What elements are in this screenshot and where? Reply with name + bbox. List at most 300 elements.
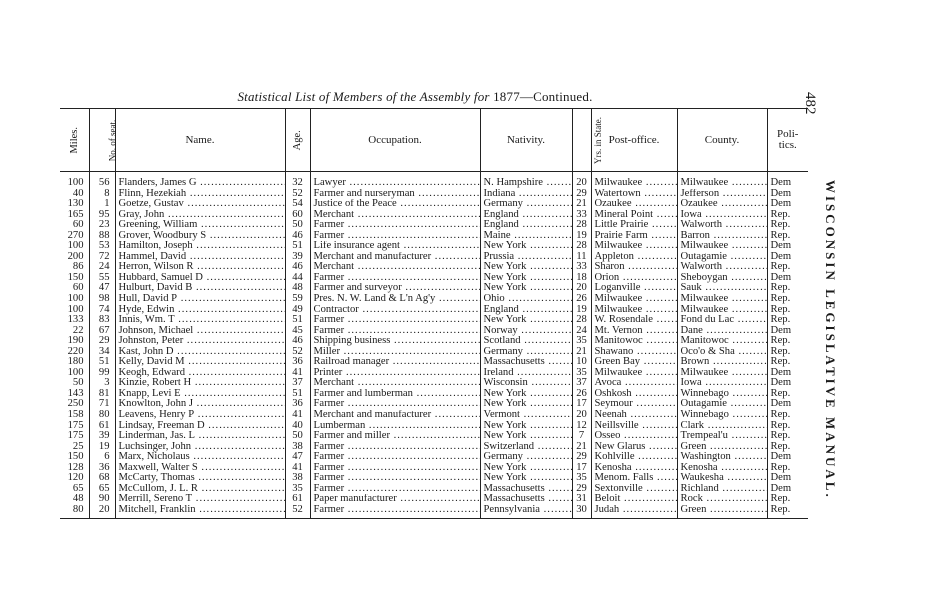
cell-name: Kast, John D ..... <box>115 347 285 358</box>
cell-yrs: 20 <box>572 410 591 421</box>
table-row <box>60 484 808 495</box>
cell-nativity: Indiana ..... <box>480 189 572 200</box>
table-row <box>60 189 808 200</box>
cell-politics: Dem <box>767 189 808 200</box>
cell-postoffice: Milwaukee ..... <box>591 294 677 305</box>
header-seat: No. of seat. <box>89 109 115 172</box>
table-row <box>60 241 808 252</box>
cell-name: Johnson, Michael ..... <box>115 326 285 337</box>
cell-nativity: New York ..... <box>480 473 572 484</box>
cell-miles: 270 <box>67 230 84 241</box>
cell-seat: 68 <box>89 473 115 484</box>
cell-county: Rock ..... <box>677 494 767 505</box>
cell-age: 37 <box>285 378 310 389</box>
cell-miles: 175 <box>67 431 84 442</box>
members-table <box>60 109 808 519</box>
cell-politics: Rep. <box>767 294 808 305</box>
cell-miles: 250 <box>67 399 84 410</box>
cell-politics: Rep. <box>767 210 808 221</box>
cell-county: Clark ..... <box>677 421 767 432</box>
cell-occupation: Farmer ..... <box>310 326 480 337</box>
cell-occupation: Farmer ..... <box>310 315 480 326</box>
cell-age: 44 <box>285 273 310 284</box>
table-row <box>60 262 808 273</box>
cell-miles: 128 <box>67 462 84 473</box>
cell-nativity: Ireland ..... <box>480 368 572 379</box>
cell-county: Waukesha ..... <box>677 473 767 484</box>
cell-name: McCullom, J. L. R ..... <box>115 484 285 495</box>
cell-county: Dane ..... <box>677 326 767 337</box>
cell-miles: 200 <box>67 251 84 262</box>
cell-seat: 47 <box>89 283 115 294</box>
cell-county: Richland ..... <box>677 484 767 495</box>
cell-age: 36 <box>285 357 310 368</box>
cell-nativity: Massachusetts ..... <box>480 484 572 495</box>
cell-yrs: 19 <box>572 305 591 316</box>
table-row <box>60 326 808 337</box>
cell-yrs: 17 <box>572 399 591 410</box>
cell-politics: Rep. <box>767 505 808 518</box>
cell-postoffice: Menom. Falls ..... <box>591 473 677 484</box>
table-row <box>60 410 808 421</box>
cell-miles: 22 <box>72 325 84 336</box>
cell-occupation: Farmer and surveyor ..... <box>310 283 480 294</box>
cell-politics: Dem <box>767 399 808 410</box>
header-nativity: Nativity. <box>480 109 572 172</box>
cell-yrs: 20 <box>572 172 591 189</box>
cell-name: Innis, Wm. T ..... <box>115 315 285 326</box>
cell-miles: 190 <box>67 336 84 347</box>
cell-nativity: England ..... <box>480 220 572 231</box>
cell-age: 45 <box>285 326 310 337</box>
cell-nativity: Massachusetts ..... <box>480 494 572 505</box>
cell-seat: 88 <box>89 231 115 242</box>
cell-name: Gray, John ..... <box>115 210 285 221</box>
cell-politics: Dem <box>767 241 808 252</box>
cell-occupation: Farmer and miller ..... <box>310 431 480 442</box>
cell-age: 32 <box>285 172 310 189</box>
cell-name: Hamilton, Joseph ..... <box>115 241 285 252</box>
running-side-heading: WISCONSIN LEGISLATIVE MANUAL. <box>823 180 838 500</box>
cell-miles: 60 <box>72 220 84 231</box>
cell-name: Herron, Wilson R ..... <box>115 262 285 273</box>
cell-seat: 71 <box>89 399 115 410</box>
cell-seat: 20 <box>89 505 115 518</box>
cell-postoffice: Osseo ..... <box>591 431 677 442</box>
cell-seat: 23 <box>89 220 115 231</box>
cell-county: Outagamie ..... <box>677 399 767 410</box>
cell-politics: Rep. <box>767 262 808 273</box>
cell-occupation: Paper manufacturer ..... <box>310 494 480 505</box>
cell-seat: 90 <box>89 494 115 505</box>
cell-postoffice: Milwaukee ..... <box>591 172 677 189</box>
table-row <box>60 494 808 505</box>
cell-seat: 29 <box>89 336 115 347</box>
cell-postoffice: Shawano ..... <box>591 347 677 358</box>
cell-nativity: Maine ..... <box>480 231 572 242</box>
cell-age: 52 <box>285 347 310 358</box>
cell-postoffice: Seymour ..... <box>591 399 677 410</box>
cell-politics: Rep. <box>767 283 808 294</box>
cell-occupation: Farmer ..... <box>310 473 480 484</box>
cell-politics: Rep. <box>767 305 808 316</box>
cell-politics: Rep. <box>767 410 808 421</box>
cell-age: 41 <box>285 463 310 474</box>
cell-miles: 100 <box>67 294 84 305</box>
cell-age: 36 <box>285 399 310 410</box>
cell-occupation: Farmer ..... <box>310 463 480 474</box>
cell-postoffice: Sharon ..... <box>591 262 677 273</box>
cell-yrs: 28 <box>572 220 591 231</box>
cell-county: Washington ..... <box>677 452 767 463</box>
cell-postoffice: Beloit ..... <box>591 494 677 505</box>
cell-miles: 60 <box>72 283 84 294</box>
cell-name: Lindsay, Freeman D ..... <box>115 421 285 432</box>
cell-politics: Rep. <box>767 431 808 442</box>
cell-nativity: Ohio ..... <box>480 294 572 305</box>
cell-postoffice: Milwaukee ..... <box>591 368 677 379</box>
cell-seat: 61 <box>89 421 115 432</box>
cell-county: Fond du Lac ..... <box>677 315 767 326</box>
cell-postoffice: Appleton ..... <box>591 252 677 263</box>
cell-miles: 120 <box>67 473 84 484</box>
table-row <box>60 231 808 242</box>
cell-age: 38 <box>285 442 310 453</box>
cell-nativity: New York ..... <box>480 421 572 432</box>
cell-postoffice: W. Rosendale ..... <box>591 315 677 326</box>
table-row <box>60 347 808 358</box>
cell-age: 47 <box>285 452 310 463</box>
cell-name: Mitchell, Franklin ..... <box>115 505 285 518</box>
cell-nativity: New York ..... <box>480 273 572 284</box>
cell-age: 46 <box>285 262 310 273</box>
table-row <box>60 210 808 221</box>
cell-age: 50 <box>285 431 310 442</box>
cell-nativity: Norway ..... <box>480 326 572 337</box>
cell-name: Knowlton, John J ..... <box>115 399 285 410</box>
cell-nativity: Germany ..... <box>480 452 572 463</box>
cell-seat: 55 <box>89 273 115 284</box>
cell-miles: 100 <box>67 177 84 188</box>
cell-politics: Dem <box>767 172 808 189</box>
cell-name: Greening, William ..... <box>115 220 285 231</box>
cell-name: Hammel, David ..... <box>115 252 285 263</box>
cell-postoffice: Watertown ..... <box>591 189 677 200</box>
cell-name: Kelly, David M ..... <box>115 357 285 368</box>
cell-postoffice: Kohlville ..... <box>591 452 677 463</box>
cell-age: 51 <box>285 389 310 400</box>
cell-occupation: Farmer and nurseryman ..... <box>310 189 480 200</box>
table-row <box>60 452 808 463</box>
header-post-office: Post-office. <box>591 109 677 172</box>
header-politics: Poli-tics. <box>767 109 808 172</box>
cell-yrs: 7 <box>572 431 591 442</box>
cell-occupation: Merchant and manufacturer ..... <box>310 252 480 263</box>
cell-yrs: 30 <box>572 505 591 518</box>
cell-politics: Dem <box>767 378 808 389</box>
cell-occupation: Farmer ..... <box>310 231 480 242</box>
cell-name: Flinn, Hezekiah ..... <box>115 189 285 200</box>
cell-nativity: England ..... <box>480 305 572 316</box>
cell-occupation: Farmer ..... <box>310 442 480 453</box>
cell-seat: 19 <box>89 442 115 453</box>
cell-yrs: 21 <box>572 347 591 358</box>
cell-name: Luchsinger, John ..... <box>115 442 285 453</box>
cell-postoffice: Milwaukee ..... <box>591 241 677 252</box>
table-row <box>60 389 808 400</box>
table-row <box>60 273 808 284</box>
cell-yrs: 21 <box>572 199 591 210</box>
cell-nativity: Germany ..... <box>480 347 572 358</box>
cell-seat: 6 <box>89 452 115 463</box>
cell-nativity: Germany ..... <box>480 199 572 210</box>
cell-name: Keogh, Edward ..... <box>115 368 285 379</box>
cell-seat: 81 <box>89 389 115 400</box>
cell-name: Hulburt, David B ..... <box>115 283 285 294</box>
cell-politics: Rep. <box>767 231 808 242</box>
cell-county: Milwaukee ..... <box>677 305 767 316</box>
cell-age: 49 <box>285 305 310 316</box>
cell-nativity: New York ..... <box>480 399 572 410</box>
cell-miles: 220 <box>67 346 84 357</box>
cell-age: 41 <box>285 410 310 421</box>
cell-name: Maxwell, Walter S ..... <box>115 463 285 474</box>
cell-yrs: 10 <box>572 357 591 368</box>
cell-postoffice: Manitowoc ..... <box>591 336 677 347</box>
cell-age: 51 <box>285 241 310 252</box>
cell-name: Flanders, James G ..... <box>115 172 285 189</box>
cell-politics: Dem <box>767 473 808 484</box>
cell-yrs: 29 <box>572 484 591 495</box>
cell-nativity: New York ..... <box>480 315 572 326</box>
cell-miles: 65 <box>72 483 84 494</box>
cell-seat: 8 <box>89 189 115 200</box>
cell-seat: 67 <box>89 326 115 337</box>
cell-county: Brown ..... <box>677 357 767 368</box>
cell-county: Walworth ..... <box>677 262 767 273</box>
cell-occupation: Life insurance agent ..... <box>310 241 480 252</box>
cell-county: Milwaukee ..... <box>677 368 767 379</box>
cell-seat: 99 <box>89 368 115 379</box>
cell-yrs: 18 <box>572 273 591 284</box>
cell-county: Ozaukee ..... <box>677 199 767 210</box>
cell-postoffice: Mt. Vernon ..... <box>591 326 677 337</box>
cell-seat: 72 <box>89 252 115 263</box>
table-row <box>60 431 808 442</box>
table-row <box>60 220 808 231</box>
cell-politics: Dem <box>767 452 808 463</box>
table-row <box>60 421 808 432</box>
cell-county: Trempeal'u ..... <box>677 431 767 442</box>
cell-nativity: Switzerland ..... <box>480 442 572 453</box>
cell-postoffice: Neenah ..... <box>591 410 677 421</box>
cell-nativity: Scotland ..... <box>480 336 572 347</box>
cell-county: Walworth ..... <box>677 220 767 231</box>
cell-miles: 143 <box>67 388 84 399</box>
table-row <box>60 442 808 453</box>
table-row <box>60 378 808 389</box>
cell-yrs: 17 <box>572 463 591 474</box>
cell-nativity: New York ..... <box>480 241 572 252</box>
cell-occupation: Farmer ..... <box>310 273 480 284</box>
cell-county: Milwaukee ..... <box>677 241 767 252</box>
cell-seat: 24 <box>89 262 115 273</box>
cell-name: Goetze, Gustav ..... <box>115 199 285 210</box>
cell-name: Johnston, Peter ..... <box>115 336 285 347</box>
cell-postoffice: Loganville ..... <box>591 283 677 294</box>
cell-age: 61 <box>285 494 310 505</box>
cell-name: Grover, Woodbury S ..... <box>115 231 285 242</box>
cell-politics: Dem <box>767 484 808 495</box>
cell-yrs: 28 <box>572 315 591 326</box>
cell-yrs: 29 <box>572 452 591 463</box>
header-age: Age. <box>285 109 310 172</box>
cell-nativity: Massachusetts ..... <box>480 357 572 368</box>
cell-miles: 80 <box>60 505 89 518</box>
cell-occupation: Miller ..... <box>310 347 480 358</box>
cell-yrs: 28 <box>572 241 591 252</box>
header-miles: Miles. <box>60 109 89 172</box>
cell-name: Hubbard, Samuel D ..... <box>115 273 285 284</box>
cell-county: Green ..... <box>677 505 767 518</box>
cell-county: Oco'o & Sha ..... <box>677 347 767 358</box>
table-row <box>60 305 808 316</box>
cell-politics: Rep. <box>767 357 808 368</box>
cell-age: 35 <box>285 484 310 495</box>
cell-politics: Rep. <box>767 463 808 474</box>
cell-politics: Rep. <box>767 347 808 358</box>
cell-county: Winnebago ..... <box>677 389 767 400</box>
cell-county: Winnebago ..... <box>677 410 767 421</box>
cell-seat: 74 <box>89 305 115 316</box>
cell-yrs: 35 <box>572 336 591 347</box>
cell-nativity: Vermont ..... <box>480 410 572 421</box>
cell-age: 50 <box>285 220 310 231</box>
cell-seat: 95 <box>89 210 115 221</box>
cell-politics: Dem <box>767 199 808 210</box>
cell-postoffice: Neillsville ..... <box>591 421 677 432</box>
header-name: Name. <box>115 109 285 172</box>
cell-miles: 100 <box>67 241 84 252</box>
cell-occupation: Justice of the Peace ..... <box>310 199 480 210</box>
page-number: 482 <box>802 92 818 115</box>
cell-miles: 50 <box>72 378 84 389</box>
cell-county: Sheboygan ..... <box>677 273 767 284</box>
cell-miles: 150 <box>67 452 84 463</box>
cell-yrs: 31 <box>572 494 591 505</box>
table-row <box>60 199 808 210</box>
table-row <box>60 336 808 347</box>
cell-occupation: Farmer ..... <box>310 220 480 231</box>
cell-politics: Rep. <box>767 421 808 432</box>
cell-occupation: Farmer ..... <box>310 399 480 410</box>
cell-county: Barron ..... <box>677 231 767 242</box>
cell-occupation: Contractor ..... <box>310 305 480 316</box>
table-row <box>60 463 808 474</box>
cell-nativity: Wisconsin ..... <box>480 378 572 389</box>
cell-age: 60 <box>285 210 310 221</box>
cell-yrs: 29 <box>572 189 591 200</box>
cell-yrs: 12 <box>572 421 591 432</box>
cell-seat: 80 <box>89 410 115 421</box>
cell-occupation: Farmer ..... <box>310 484 480 495</box>
cell-yrs: 37 <box>572 378 591 389</box>
cell-nativity: New York ..... <box>480 389 572 400</box>
cell-occupation: Farmer ..... <box>310 452 480 463</box>
cell-miles: 165 <box>67 209 84 220</box>
table-caption <box>0 89 830 105</box>
cell-occupation: Farmer and lumberman ..... <box>310 389 480 400</box>
cell-age: 46 <box>285 336 310 347</box>
cell-nativity: Prussia ..... <box>480 252 572 263</box>
cell-politics: Rep. <box>767 442 808 453</box>
cell-age: 40 <box>285 421 310 432</box>
cell-seat: 36 <box>89 463 115 474</box>
cell-age: 51 <box>285 315 310 326</box>
cell-county: Iowa ..... <box>677 378 767 389</box>
cell-name: Marx, Nicholaus ..... <box>115 452 285 463</box>
cell-politics: Dem <box>767 252 808 263</box>
cell-seat: 1 <box>89 199 115 210</box>
caption-year: 1877—Continued. <box>493 89 593 104</box>
table-row <box>60 368 808 379</box>
cell-name: Merrill, Sereno T ..... <box>115 494 285 505</box>
cell-yrs: 33 <box>572 262 591 273</box>
cell-occupation: Lumberman ..... <box>310 421 480 432</box>
cell-seat: 98 <box>89 294 115 305</box>
cell-age: 52 <box>285 189 310 200</box>
cell-postoffice: Prairie Farm ..... <box>591 231 677 242</box>
cell-yrs: 24 <box>572 326 591 337</box>
cell-yrs: 11 <box>572 252 591 263</box>
cell-county: Green ..... <box>677 442 767 453</box>
cell-seat: 3 <box>89 378 115 389</box>
cell-postoffice: Mineral Point ..... <box>591 210 677 221</box>
cell-postoffice: Ozaukee ..... <box>591 199 677 210</box>
cell-miles: 180 <box>67 357 84 368</box>
cell-postoffice: Little Prairie ..... <box>591 220 677 231</box>
cell-miles: 175 <box>67 420 84 431</box>
cell-miles: 86 <box>72 262 84 273</box>
cell-miles: 25 <box>72 441 84 452</box>
cell-miles: 133 <box>67 315 84 326</box>
cell-politics: Dem <box>767 368 808 379</box>
cell-name: Kinzie, Robert H ..... <box>115 378 285 389</box>
cell-county: Milwaukee ..... <box>677 172 767 189</box>
cell-name: McCarty, Thomas ..... <box>115 473 285 484</box>
cell-nativity: England ..... <box>480 210 572 221</box>
header-occupation: Occupation. <box>310 109 480 172</box>
cell-occupation: Merchant ..... <box>310 210 480 221</box>
caption-text: Statistical List of Members of the Assembly for <box>237 89 494 104</box>
cell-yrs: 26 <box>572 389 591 400</box>
table-row <box>60 357 808 368</box>
cell-name: Hull, David P ..... <box>115 294 285 305</box>
cell-miles: 130 <box>67 199 84 210</box>
cell-occupation: Shipping business ..... <box>310 336 480 347</box>
cell-postoffice: Oshkosh ..... <box>591 389 677 400</box>
cell-occupation: Farmer ..... <box>310 505 480 518</box>
cell-nativity: New York ..... <box>480 463 572 474</box>
cell-age: 54 <box>285 199 310 210</box>
cell-politics: Rep. <box>767 220 808 231</box>
cell-miles: 40 <box>72 188 84 199</box>
cell-county: Milwaukee ..... <box>677 294 767 305</box>
header-row <box>60 109 808 172</box>
table-row <box>60 399 808 410</box>
cell-miles: 150 <box>67 272 84 283</box>
cell-name: Knapp, Levi E ..... <box>115 389 285 400</box>
